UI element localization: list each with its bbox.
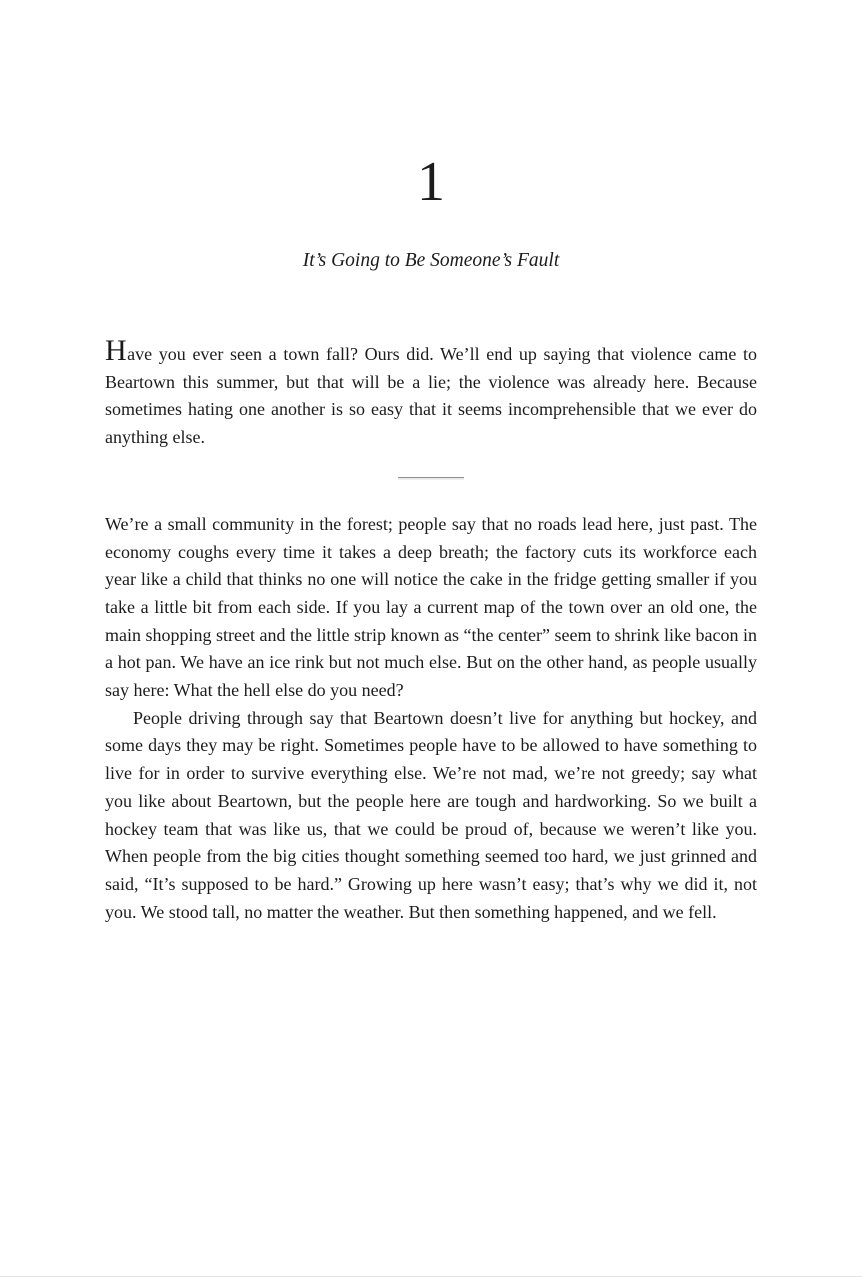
drop-cap-initial: H bbox=[105, 334, 128, 367]
section-divider bbox=[398, 477, 464, 480]
body-paragraph-3: People driving through say that Beartown doesn’t live for anything but hockey, and some days they may be right. Sometimes people have to be allowed to have something to live for in order to survive everything else. We’re not mad, we’re not greedy; say what you like about Beartown, but the people here are tough and hardworking. So we built a hockey team that was like us, that we could be proud of, because we weren’t like you. When people from the big cities thought something seemed too hard, we just grinned and said, “It’s supposed to be hard.” Growing up here wasn’t easy; that’s why we did it, not you. We stood tall, no matter the weather. But then something happened, and we fell. bbox=[105, 707, 757, 922]
chapter-number: 1 bbox=[417, 151, 445, 213]
book-page bbox=[105, 153, 757, 926]
body-paragraph-1 bbox=[105, 334, 757, 452]
body-paragraph-2: We’re a small community in the forest; people say that no roads lead here, just past. The economy coughs every time it takes a deep breath; the factory cuts its workforce each year like a child that thinks no one will notice the cake in the fridge getting smaller if you take a little bit from each side. If you lay a current map of the town over an old one, the main shopping street and the little strip known as “the center” seem to shrink like bacon in a hot pan. We have an ice rink but not much else. But on the other hand, as people usually say here: What the hell else do you need? bbox=[105, 513, 757, 701]
chapter-title: It’s Going to Be Someone’s Fault bbox=[302, 250, 560, 271]
paragraph-1-text: ave you ever seen a town fall? Ours did. We’ll end up saying that violence came to Beartown this summer, but that will be a lie; the violence was already here. Because sometimes hating one another is so easy that it seems incomprehensible that we ever do anything else. bbox=[105, 344, 757, 448]
